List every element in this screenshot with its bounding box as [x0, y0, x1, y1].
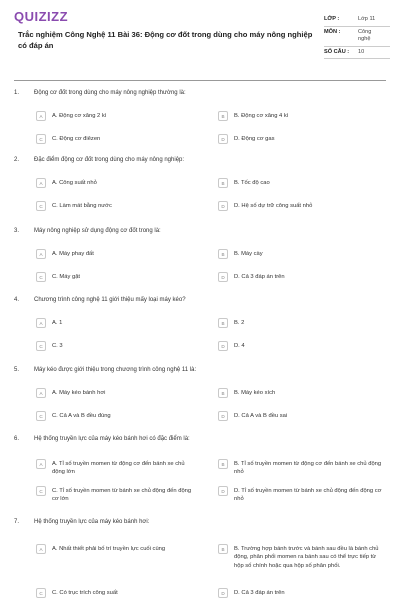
option-letter-box: B: [218, 249, 228, 259]
question-number: 4.: [14, 297, 20, 303]
option-text: D. Tỉ số truyền momen từ bánh xe chủ động đến động cơ nhỏ: [234, 488, 382, 503]
answer-option[interactable]: [36, 412, 196, 421]
option-letter-box: C: [36, 341, 46, 351]
option-text: B. 2: [234, 320, 245, 326]
answer-option[interactable]: [36, 389, 196, 398]
option-letter-box: B: [218, 459, 228, 469]
meta-grade: [324, 14, 390, 27]
answer-option[interactable]: [218, 412, 383, 421]
question-number: 3.: [14, 228, 20, 234]
option-text: D. Hệ số dự trữ công suất nhỏ: [234, 203, 313, 209]
option-letter-box: B: [218, 178, 228, 188]
option-text: A. Nhất thiết phải bố trí truyền lực cuối cùng: [52, 546, 166, 552]
question-number: 5.: [14, 367, 20, 373]
meta-panel: [324, 14, 390, 59]
option-letter-box: C: [36, 272, 46, 282]
answer-option[interactable]: [36, 273, 196, 282]
option-text: C. Cả A và B đều đúng: [52, 413, 111, 419]
answer-option[interactable]: [36, 487, 196, 504]
option-letter-box: D: [218, 134, 228, 144]
option-text: C. Máy gặt: [52, 274, 81, 280]
meta-count: [324, 47, 390, 60]
option-text: B. Trường hợp bánh trước và bánh sau đều là bánh chủ động, phân phối momen ra bánh sau có thể trực tiếp từ hộp số chính hoặc qua hộp số phân phối.: [234, 546, 379, 569]
option-text: B. Máy kéo xích: [234, 390, 276, 396]
question-text: Đặc điểm động cơ đốt trong dùng cho máy nông nghiệp:: [34, 157, 185, 163]
answer-option[interactable]: [36, 202, 196, 211]
option-letter-box: D: [218, 201, 228, 211]
option-letter-box: A: [36, 249, 46, 259]
option-letter-box: A: [36, 318, 46, 328]
option-letter-box: A: [36, 178, 46, 188]
option-letter-box: C: [36, 411, 46, 421]
answer-option[interactable]: [36, 135, 196, 144]
option-letter-box: B: [218, 318, 228, 328]
question-number: 1.: [14, 90, 20, 96]
option-text: B. Tỉ số truyền momen từ động cơ đến bánh xe chủ động nhỏ: [234, 461, 382, 476]
option-letter-box: A: [36, 388, 46, 398]
option-text: B. Động cơ xăng 4 kì: [234, 113, 289, 119]
meta-value: Lớp 11: [358, 16, 376, 22]
question-number: 2.: [14, 157, 20, 163]
question-text: Máy nông nghiệp sử dụng động cơ đốt trong là:: [34, 228, 161, 234]
meta-value: 10: [358, 48, 365, 55]
option-text: A. Máy phay đất: [52, 251, 94, 257]
question-number: 7.: [14, 519, 20, 525]
answer-option[interactable]: [218, 112, 383, 121]
option-text: B. Máy cày: [234, 251, 263, 257]
answer-option[interactable]: [218, 273, 383, 282]
option-letter-box: B: [218, 111, 228, 121]
option-text: B. Tốc độ cao: [234, 180, 270, 186]
option-text: C. Làm mát bằng nước: [52, 203, 112, 209]
answer-option[interactable]: [36, 250, 196, 259]
meta-label: MÔN :: [324, 28, 341, 35]
answer-option[interactable]: [218, 589, 383, 598]
option-text: A. Máy kéo bánh hơi: [52, 390, 106, 396]
option-letter-box: D: [218, 588, 228, 598]
option-letter-box: C: [36, 134, 46, 144]
option-text: C. Có trục trích công suất: [52, 590, 118, 596]
option-letter-box: C: [36, 201, 46, 211]
answer-option[interactable]: [218, 460, 383, 477]
answer-option[interactable]: [36, 545, 196, 554]
option-text: A. Động cơ xăng 2 kì: [52, 113, 107, 119]
answer-option[interactable]: [218, 487, 383, 504]
option-letter-box: D: [218, 341, 228, 351]
answer-option[interactable]: [218, 250, 383, 259]
option-letter-box: B: [218, 544, 228, 554]
option-text: C. 3: [52, 343, 63, 349]
option-text: A. Công suất nhỏ: [52, 180, 97, 186]
option-letter-box: C: [36, 588, 46, 598]
answer-option[interactable]: [218, 545, 383, 570]
answer-option[interactable]: [218, 179, 383, 188]
option-text: A. 1: [52, 320, 63, 326]
option-letter-box: D: [218, 486, 228, 496]
answer-option[interactable]: [36, 342, 196, 351]
answer-option[interactable]: [218, 389, 383, 398]
answer-option[interactable]: [218, 319, 383, 328]
answer-option[interactable]: [218, 202, 383, 211]
header-divider: [14, 80, 386, 81]
option-letter-box: A: [36, 544, 46, 554]
option-letter-box: D: [218, 272, 228, 282]
answer-option[interactable]: [218, 135, 383, 144]
meta-label: LỚP :: [324, 16, 340, 22]
meta-value: Công nghệ: [358, 28, 372, 43]
answer-option[interactable]: [36, 589, 196, 598]
option-letter-box: B: [218, 388, 228, 398]
answer-option[interactable]: [36, 319, 196, 328]
meta-subject: [324, 27, 390, 47]
answer-option[interactable]: [36, 460, 196, 477]
question-text: Hệ thống truyền lực của máy kéo bánh hơi:: [34, 519, 150, 525]
option-text: D. Động cơ gas: [234, 136, 275, 142]
option-text: C. Động cơ điêzen: [52, 136, 101, 142]
quizizz-logo: QUIZIZZ: [14, 9, 69, 24]
question-text: Chương trình công nghệ 11 giới thiệu mấy loại máy kéo?: [34, 297, 186, 303]
page-title: Trắc nghiệm Công Nghệ 11 Bài 36: Động cơ đốt trong dùng cho máy nông nghiệp có đáp án: [18, 30, 313, 50]
question-text: Hệ thống truyền lực của máy kéo bánh hơi có đặc điểm là:: [34, 436, 190, 442]
option-text: D. 4: [234, 343, 245, 349]
option-letter-box: A: [36, 111, 46, 121]
answer-option[interactable]: [218, 342, 383, 351]
option-text: D. Cả 3 đáp án trên: [234, 274, 285, 280]
question-number: 6.: [14, 436, 20, 442]
option-text: D. Cả A và B đều sai: [234, 413, 288, 419]
option-text: C. Tỉ số truyền momen từ bánh xe chủ động đến động cơ lớn: [52, 488, 192, 503]
answer-option[interactable]: [36, 112, 196, 121]
option-letter-box: C: [36, 486, 46, 496]
question-text: Máy kéo được giới thiệu trong chương trình công nghệ 11 là:: [34, 367, 197, 373]
meta-label: SỐ CÂU :: [324, 48, 350, 55]
option-letter-box: D: [218, 411, 228, 421]
option-text: D. Cả 3 đáp án trên: [234, 590, 285, 596]
answer-option[interactable]: [36, 179, 196, 188]
question-text: Động cơ đốt trong dùng cho máy nông nghiệp thường là:: [34, 90, 186, 96]
option-letter-box: A: [36, 459, 46, 469]
option-text: A. Tỉ số truyền momen từ động cơ đến bánh xe chủ động lớn: [52, 461, 185, 476]
